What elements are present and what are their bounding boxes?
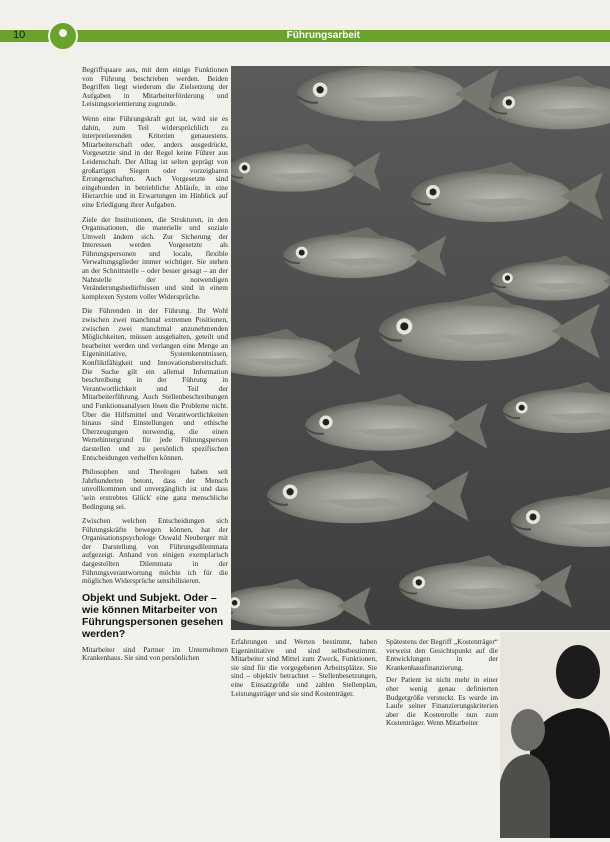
- paragraph: Wenn eine Führungskraft gut ist, wird sie es dahin, zum Teil widersprüchlich zu interpretierenden Kriterien genauestens. Mitarbeiterschaft oder, anders ausgedrückt, Vorgesetzte sind in der Regel keine Führer aus Leidenschaft. Der Alltag ist selten geprägt von großartigen Siegen oder vorzeigbaren Errungenschaften. Auch Vorgesetzte sind eingebunden in betriebliche Abläufe, in eine Hierarchie und in Erwartungen im Hinblick auf eine Erledigung ihrer Aufgaben.: [82, 113, 228, 209]
- two-people-silhouette-photo: [500, 632, 610, 838]
- paragraph: Begriffspaare aus, mit dem einige Funktionen von Führung beschrieben werden. Beiden Begriffen liegt wiederum die Zielsetzung der Aufgaben in Mitarbeiterförderung und Leistungsorientierung zugrunde.: [82, 65, 228, 109]
- logo-badge-icon: [48, 21, 78, 51]
- paragraph: Spätestens der Begriff „Kostenträger“ verweist den Gesichtspunkt auf die Entwicklungen in der Krankenhausfinanzierung.: [386, 637, 498, 672]
- paragraph: Ziele der Institutionen, die Strukturen, in den Organisationen, die materielle und soziale Umwelt ändern sich. Zur Sicherung der Interessen werden Vorgesetzte als Führungspersonen und locale, flexible Verwaltungsglieder immer wichtiger. Sie stehen an der Schnittstelle – oder besser gesagt – an der Nahtstelle der notwendigen Veränderungsbedürfnissen und sind in einem komplexen System voller Widersprüche.: [82, 214, 228, 301]
- right-text-column: [386, 638, 498, 732]
- middle-text-column: [231, 638, 377, 698]
- section-title: Führungsarbeit: [286, 30, 360, 41]
- people-photo-drawing: [500, 632, 610, 838]
- page-number: 10: [13, 29, 26, 41]
- paragraph: Erfahrungen und Werten bestimmt, haben Eigeninitiative und sind selbstbestimmt. Mitarbeiter sind Mittel zum Zweck, Funktionen, sie sind für die vorgegebenen Arbeitsplätze. Sie sind – objektiv betrachtet – Stellenbesetzungen, eine Einsatzgröße und zahlen Stellenplan, Leistungsträger und sie sind Kostenträger.: [231, 637, 377, 698]
- left-text-column: [82, 66, 228, 836]
- paragraph: Mitarbeiter sind Partner im Unternehmen Krankenhaus. Sie sind von persönlichen: [82, 644, 228, 663]
- fish-photo-drawing: [231, 66, 610, 630]
- section-heading: Objekt und Subjekt. Oder – wie können Mitarbeiter von Führungspersonen gesehen werden?: [82, 591, 224, 640]
- school-of-fish-photo: [231, 66, 610, 630]
- paragraph: Philosophen und Theologen haben seit Jahrhunderten betont, dass der Mensch unvollkommen und unvergänglich ist und dass 'sein erstrebtes Glück' eine ganz menschliche Bedingung sei.: [82, 467, 228, 511]
- paragraph: Der Patient ist nicht mehr in einer eher wenig genau definierten Budgetgröße versteckt. Es wurde im Laufe seiner Finanzierungskriterien aber die Kostenrolle nun zum Kostenträger. Wenn Mitarbeiter: [386, 675, 498, 728]
- paragraph: Zwischen welchen Entscheidungen sich Führungskräfte bewegen können, hat der Organisationspsychologe Oswald Neuberger mit der Darstellung von Führungsdilemmata aufgezeigt. Anhand von einigen exemplarisch dargestellten Dilemmata in der Führungsverantwortung möchte ich für die möglichen Widersprüche sensibilisieren.: [82, 516, 228, 586]
- paragraph: Die Führenden in der Führung. Ihr Wohl zwischen zwei manchmal extremen Positionen, zwischen zwei manchmal anzunehmenden Möglichkeiten, müssen ausgehalten, geteilt und bearbeitet werden und verlangen eine Menge an Eigeninitiative, Systemkenntnissen, Konfliktfähigkeit und Innovationsbereitschaft. Die Suche gilt ein allemal Information beschreibung in der Führung in Verantwortlichkeit und Teil der Mitarbeiterführung. Auch Stellenbeschreibungen und Funktionsanalysen lösen die Probleme nicht. Über die Hilfsmittel und Verantwortlichkeiten hinaus sind Einstellungen und ethische Überzeugungen notwendig, die einen Wertehintergrund für jede Führungsperson darstellen und zu persönlich spezifischen Entscheidungen verhelfen können.: [82, 306, 228, 462]
